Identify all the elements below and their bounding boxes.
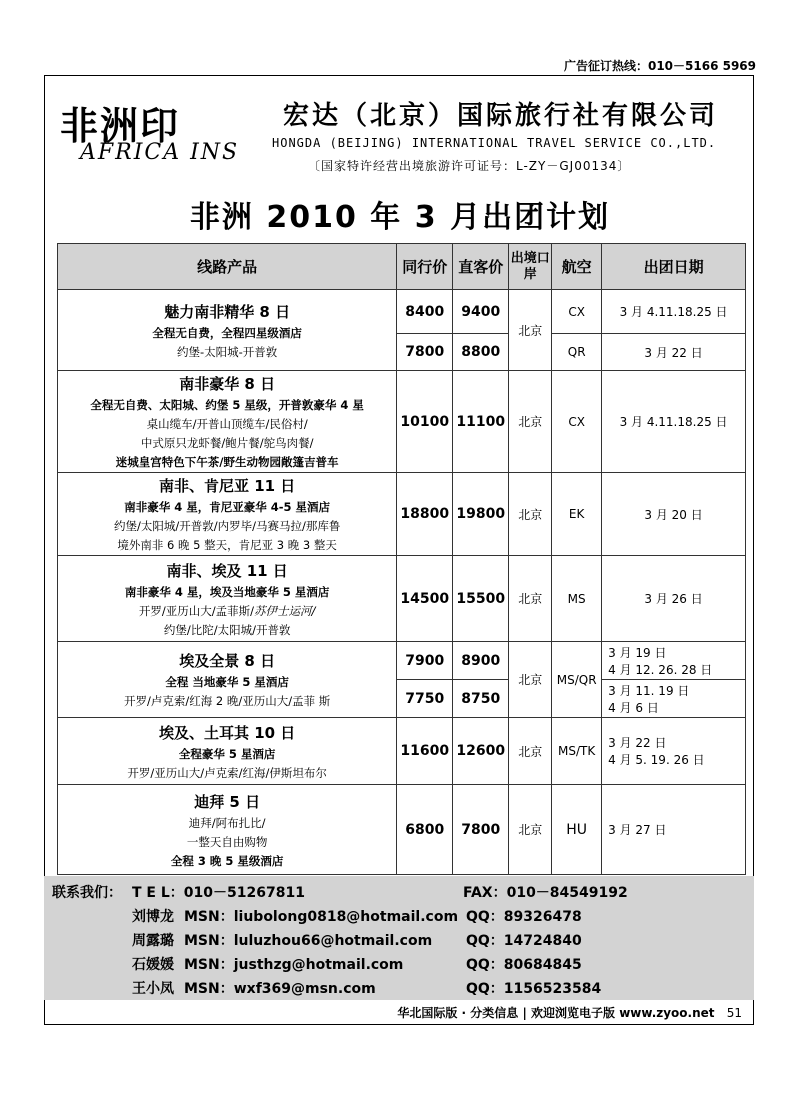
brand-logo-text: 非洲印 (60, 104, 181, 148)
peer-price: 7900 (397, 642, 453, 680)
route-name: 迪拜 5 日 (194, 792, 261, 811)
port: 北京 (509, 785, 552, 875)
table-row (58, 290, 746, 334)
retail-price: 8900 (453, 642, 509, 680)
date-line: 3 月 11. 19 日 (608, 683, 690, 698)
header-airline: 航空 (552, 244, 602, 290)
peer-price: 14500 (397, 556, 453, 642)
departure-dates: 3 月 26 日 (602, 556, 746, 642)
airline: MS/TK (552, 718, 602, 785)
contact-msn: MSN：wxf369@msn.com (184, 981, 376, 997)
header-port: 出境口岸 (509, 244, 552, 290)
contact-qq: QQ：80684845 (466, 957, 582, 973)
peer-price: 6800 (397, 785, 453, 875)
contact-qq: QQ：89326478 (466, 909, 582, 925)
airline: MS/QR (552, 642, 602, 718)
contact-person-name: 王小凤 (132, 981, 174, 997)
header-peer-price: 同行价 (397, 244, 453, 290)
airline: EK (552, 473, 602, 556)
departure-dates (602, 680, 746, 718)
route-desc: 南非豪华 4 星，埃及当地豪华 5 星酒店 (124, 584, 330, 599)
departure-dates: 3 月 4.11.18.25 日 (602, 371, 746, 473)
airline: CX (552, 290, 602, 334)
date-line: 4 月 12. 26. 28 日 (608, 662, 713, 677)
retail-price: 7800 (453, 785, 509, 875)
route-desc-part: 苏伊士运河/ (254, 603, 316, 618)
retail-price: 12600 (453, 718, 509, 785)
route-name: 埃及全景 8 日 (179, 652, 276, 670)
retail-price: 9400 (453, 290, 509, 334)
ad-hotline: 广告征订热线：010－5166 5969 (563, 59, 756, 73)
route-desc: 全程 当地豪华 5 星酒店 (165, 675, 289, 689)
route-name: 埃及、土耳其 10 日 (158, 723, 296, 742)
route-desc: 约堡/太阳城/开普敦/内罗毕/马赛马拉/那库鲁 (113, 519, 341, 533)
route-desc: 开罗/卢克索/红海 2 晚/亚历山大/孟菲 斯 (124, 694, 331, 708)
table-row (58, 785, 746, 875)
route-desc: 约堡-太阳城-开普敦 (176, 344, 278, 359)
table-row (58, 371, 746, 473)
contact-msn: MSN：luluzhou66@hotmail.com (184, 933, 433, 949)
departure-dates: 3 月 20 日 (602, 473, 746, 556)
departure-dates (602, 642, 746, 680)
peer-price: 7750 (397, 680, 453, 718)
contact-tel: T E L：010－51267811 (132, 885, 305, 901)
port: 北京 (509, 642, 552, 718)
route-desc (58, 602, 396, 621)
contact-msn: MSN：liubolong0818@hotmail.com (184, 909, 459, 925)
table-header-row (58, 244, 746, 290)
peer-price: 7800 (397, 334, 453, 371)
airline: QR (552, 334, 602, 371)
airline: MS (552, 556, 602, 642)
route-cell (58, 642, 397, 718)
date-line: 3 月 22 日 (608, 736, 667, 750)
route-cell (58, 371, 397, 473)
table-row (58, 556, 746, 642)
route-desc: 南非豪华 4 星，肯尼亚豪华 4-5 星酒店 (124, 500, 331, 514)
port: 北京 (509, 371, 552, 473)
route-cell (58, 290, 397, 371)
route-cell (58, 718, 397, 785)
peer-price: 8400 (397, 290, 453, 334)
retail-price: 8750 (453, 680, 509, 718)
page-title: 非洲 2010 年 3 月出团计划 (189, 200, 611, 235)
route-name: 魅力南非精华 8 日 (164, 302, 291, 321)
peer-price: 10100 (397, 371, 453, 473)
route-desc: 全程无自费、太阳城、约堡 5 星级，开普敦豪华 4 星 (90, 398, 364, 412)
contact-person-name: 刘博龙 (132, 909, 174, 925)
route-desc: 约堡/比陀/太阳城/开普敦 (163, 622, 291, 637)
route-desc: 开罗/亚历山大/卢克索/红海/伊斯坦布尔 (127, 765, 327, 780)
route-desc-part: 开罗/亚历山大/孟菲斯/ (138, 603, 255, 618)
tour-plan-table (57, 243, 746, 875)
port: 北京 (509, 556, 552, 642)
port: 北京 (509, 290, 552, 371)
route-cell (58, 473, 397, 556)
departure-dates (602, 718, 746, 785)
contact-person-name: 石媛媛 (132, 957, 174, 973)
contact-panel (44, 876, 754, 1000)
route-name: 南非、埃及 11 日 (166, 561, 288, 580)
page-footer (397, 1004, 742, 1021)
departure-dates: 3 月 4.11.18.25 日 (602, 290, 746, 334)
contact-fax: FAX：010－84549192 (463, 885, 628, 901)
route-desc: 桌山缆车/开普山顶缆车/民俗村/ (146, 417, 308, 431)
date-line: 3 月 19 日 (608, 645, 667, 660)
contact-person-name: 周露璐 (132, 933, 174, 949)
route-desc: 迷城皇宫特色下午茶/野生动物园敞篷吉普车 (115, 455, 339, 469)
agency-name-cn: 宏达（北京）国际旅行社有限公司 (283, 101, 719, 131)
route-cell (58, 785, 397, 875)
table-row (58, 718, 746, 785)
retail-price: 15500 (453, 556, 509, 642)
date-line: 4 月 6 日 (608, 700, 659, 715)
header-route: 线路产品 (58, 244, 397, 290)
route-desc: 全程无自费，全程四星级酒店 (152, 325, 302, 340)
header-retail-price: 直客价 (453, 244, 509, 290)
table-row (58, 473, 746, 556)
page-number: 51 (726, 1006, 742, 1020)
port: 北京 (509, 718, 552, 785)
header-dates: 出团日期 (602, 244, 746, 290)
peer-price: 18800 (397, 473, 453, 556)
route-desc: 一整天自由购物 (186, 834, 268, 849)
route-name: 南非豪华 8 日 (179, 375, 276, 393)
contact-msn: MSN：justhzg@hotmail.com (184, 957, 404, 973)
table-row (58, 642, 746, 680)
brand-logo-subtitle: AFRICA INS (80, 140, 240, 165)
airline: HU (552, 785, 602, 875)
contact-label: 联系我们： (52, 885, 122, 901)
route-desc: 迪拜/阿布扎比/ (188, 815, 266, 830)
port: 北京 (509, 473, 552, 556)
contact-qq: QQ：14724840 (466, 933, 582, 949)
route-cell (58, 556, 397, 642)
route-desc: 中式原只龙虾餐/鲍片餐/鸵鸟肉餐/ (140, 436, 314, 450)
license-number: 〔国家特许经营出境旅游许可证号：L-ZY－GJ00134〕 (308, 159, 631, 173)
route-desc: 全程 3 晚 5 星级酒店 (170, 853, 284, 868)
departure-dates: 3 月 22 日 (602, 334, 746, 371)
retail-price: 11100 (453, 371, 509, 473)
peer-price: 11600 (397, 718, 453, 785)
airline: CX (552, 371, 602, 473)
retail-price: 8800 (453, 334, 509, 371)
date-line: 4 月 5. 19. 26 日 (608, 753, 705, 767)
agency-name-en: HONGDA (BEIJING) INTERNATIONAL TRAVEL SERVICE CO.,LTD. (272, 136, 717, 150)
retail-price: 19800 (453, 473, 509, 556)
departure-dates: 3 月 27 日 (602, 785, 746, 875)
contact-qq: QQ：1156523584 (466, 981, 602, 997)
route-name: 南非、肯尼亚 11 日 (158, 477, 296, 495)
footer-text: 华北国际版 · 分类信息 | 欢迎浏览电子版 www.zyoo.net (397, 1006, 715, 1020)
route-desc: 全程豪华 5 星酒店 (178, 746, 276, 761)
route-desc: 境外南非 6 晚 5 整天，肯尼亚 3 晚 3 整天 (117, 538, 337, 552)
